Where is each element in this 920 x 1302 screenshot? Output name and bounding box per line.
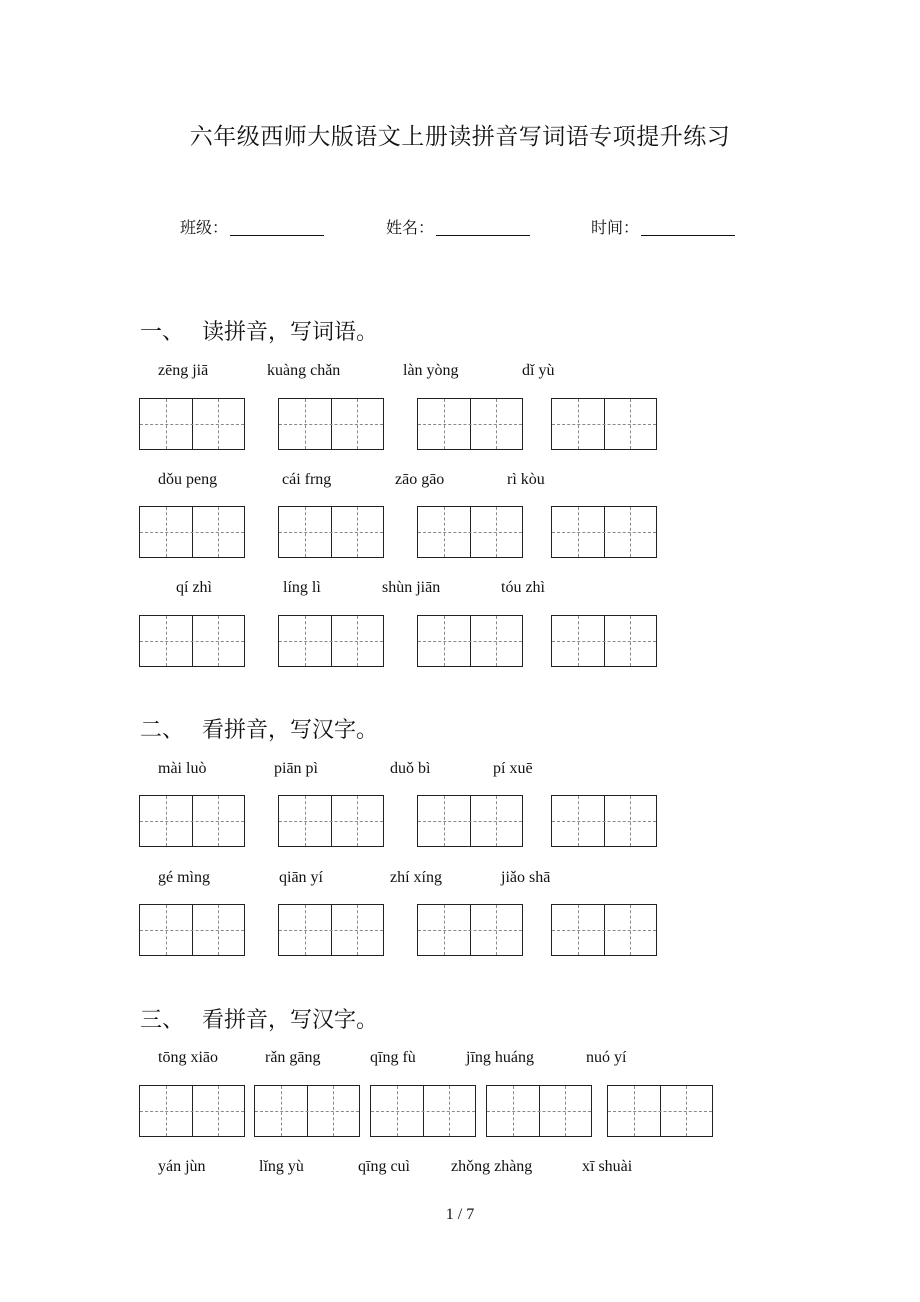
pinyin-label: qīng fù	[370, 1049, 416, 1066]
writing-grid[interactable]	[278, 398, 384, 450]
writing-grid[interactable]	[139, 398, 245, 450]
writing-grid[interactable]	[486, 1085, 592, 1137]
page-title: 六年级西师大版语文上册读拼音写词语专项提升练习	[189, 124, 731, 150]
section-title: 看拼音，写汉字。	[202, 1008, 379, 1033]
pinyin-label: piān pì	[274, 760, 318, 777]
time-label: 时间：	[591, 218, 640, 237]
writing-grid[interactable]	[551, 904, 657, 956]
name-blank[interactable]	[436, 234, 530, 236]
pinyin-label: pí xuē	[493, 760, 533, 777]
writing-grid[interactable]	[139, 615, 245, 667]
writing-grid[interactable]	[370, 1085, 476, 1137]
pinyin-label: qiān yí	[279, 869, 323, 886]
writing-grid[interactable]	[139, 904, 245, 956]
page-number: 1 / 7	[445, 1206, 475, 1223]
pinyin-label: gé mìng	[158, 869, 210, 886]
pinyin-label: duǒ bì	[390, 760, 431, 777]
writing-grid[interactable]	[278, 615, 384, 667]
pinyin-label: qīng cuì	[358, 1158, 410, 1175]
pinyin-label: jīng huáng	[466, 1049, 534, 1066]
pinyin-label: nuó yí	[586, 1049, 627, 1066]
section-title: 看拼音，写汉字。	[202, 718, 379, 743]
pinyin-label: yán jùn	[158, 1158, 206, 1175]
pinyin-label: zhí xíng	[390, 869, 442, 886]
writing-grid[interactable]	[278, 506, 384, 558]
pinyin-label: cái frng	[282, 471, 332, 488]
pinyin-label: qí zhì	[176, 579, 212, 596]
time-field	[591, 215, 735, 238]
pinyin-label: mài luò	[158, 760, 207, 777]
writing-grid[interactable]	[607, 1085, 713, 1137]
pinyin-label: shùn jiān	[382, 579, 441, 596]
writing-grid[interactable]	[417, 615, 523, 667]
pinyin-label: rì kòu	[507, 471, 545, 488]
pinyin-label: dǒu peng	[158, 471, 218, 488]
section-2-heading	[140, 713, 378, 744]
section-title: 读拼音，写词语。	[202, 320, 379, 345]
pinyin-label: rǎn gāng	[265, 1049, 321, 1066]
writing-grid[interactable]	[551, 506, 657, 558]
writing-grid[interactable]	[551, 398, 657, 450]
writing-grid[interactable]	[139, 1085, 245, 1137]
class-blank[interactable]	[230, 234, 324, 236]
writing-grid[interactable]	[139, 795, 245, 847]
time-blank[interactable]	[641, 234, 735, 236]
pinyin-label: kuàng chǎn	[267, 362, 341, 379]
pinyin-label: xī shuài	[582, 1158, 633, 1175]
class-field	[180, 215, 324, 238]
writing-grid[interactable]	[417, 506, 523, 558]
writing-grid[interactable]	[551, 615, 657, 667]
pinyin-label: lǐng yù	[259, 1158, 304, 1175]
writing-grid[interactable]	[417, 795, 523, 847]
pinyin-label: líng lì	[283, 579, 321, 596]
section-number: 三、	[140, 1008, 185, 1033]
section-number: 一、	[140, 320, 185, 345]
pinyin-label: zāo gāo	[395, 471, 445, 488]
writing-grid[interactable]	[551, 795, 657, 847]
name-label: 姓名：	[386, 218, 435, 237]
writing-grid[interactable]	[278, 904, 384, 956]
pinyin-label: làn yòng	[403, 362, 459, 379]
name-field	[386, 215, 530, 238]
section-1-heading	[140, 315, 378, 346]
section-3-heading	[140, 1003, 378, 1034]
pinyin-label: tōng xiāo	[158, 1049, 218, 1066]
pinyin-label: dǐ yù	[522, 362, 555, 379]
writing-grid[interactable]	[254, 1085, 360, 1137]
class-label: 班级：	[180, 218, 229, 237]
writing-grid[interactable]	[139, 506, 245, 558]
pinyin-label: zhǒng zhàng	[451, 1158, 533, 1175]
writing-grid[interactable]	[417, 398, 523, 450]
writing-grid[interactable]	[417, 904, 523, 956]
pinyin-label: jiǎo shā	[501, 869, 551, 886]
pinyin-label: tóu zhì	[501, 579, 545, 596]
section-number: 二、	[140, 718, 185, 743]
writing-grid[interactable]	[278, 795, 384, 847]
pinyin-label: zēng jiā	[158, 362, 209, 379]
